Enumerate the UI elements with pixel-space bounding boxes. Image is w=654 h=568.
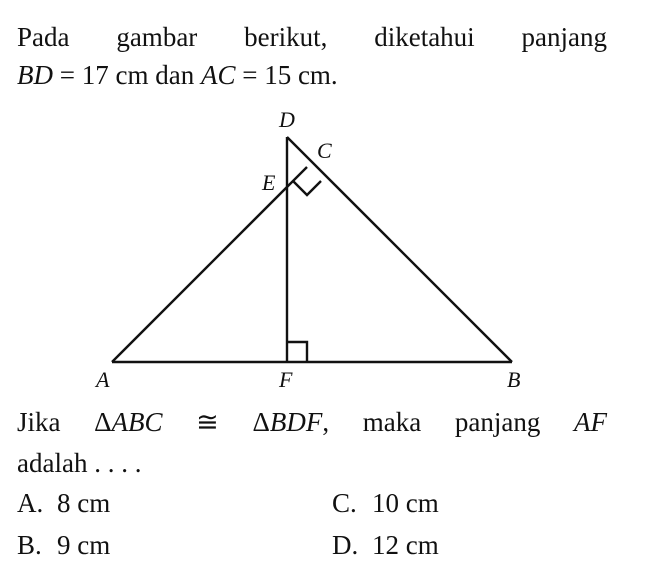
prompt-part: , maka panjang [322,407,574,437]
option-a[interactable] [17,486,110,520]
option-key: C. [332,488,357,518]
point-label-c: C [317,138,332,163]
right-angle-mark-c [293,181,321,195]
segment-ac-value: = 15 cm. [242,60,338,90]
prompt-line-1 [17,405,607,439]
triangle-abc: ABC [111,407,163,437]
option-key: B. [17,530,42,560]
prompt-line-2: adalah . . . . [17,448,142,478]
triangle-figure [0,100,654,400]
question-line-2 [17,58,607,92]
option-key: A. [17,488,44,518]
segment-bd-label: BD [17,60,53,90]
point-label-a: A [96,367,110,392]
option-d[interactable] [332,528,439,562]
option-key: D. [332,530,359,560]
option-c[interactable] [332,486,439,520]
segment-bd-value: = 17 cm dan [59,60,195,90]
point-label-d: D [279,107,295,132]
option-value: 8 cm [57,488,111,518]
segment-bd [287,137,512,362]
option-b[interactable] [17,528,110,562]
prompt-text [17,407,607,437]
point-label-e: E [262,170,276,195]
option-value: 9 cm [57,530,111,560]
prompt-part: Jika Δ [17,407,112,437]
congruent-symbol: ≅ Δ [162,407,270,437]
question-intro: Pada gambar berikut, diketahui panjang [17,22,607,52]
option-value: 10 cm [372,488,439,518]
segment-ac [112,167,307,362]
point-label-f: F [279,367,293,392]
point-label-b: B [507,367,521,392]
right-angle-mark-f [287,342,307,362]
question-line-1 [17,20,607,54]
segment-af-label: AF [573,407,607,437]
triangle-bdf: BDF [269,407,323,437]
segment-ac-label: AC [200,60,236,90]
option-value: 12 cm [372,530,439,560]
